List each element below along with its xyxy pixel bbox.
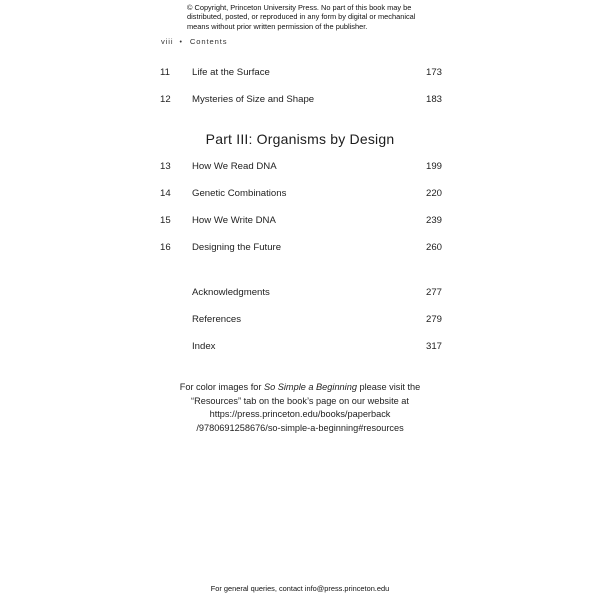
toc-entry-acknowledgments[interactable] bbox=[160, 285, 442, 301]
color-images-note bbox=[150, 381, 450, 435]
toc-entry-15[interactable] bbox=[160, 213, 442, 229]
back-matter-page: 277 bbox=[425, 287, 442, 298]
note-line-1 bbox=[150, 381, 450, 395]
note-line-2: “Resources” tab on the book’s page on our website at bbox=[191, 395, 409, 406]
toc-entry-12[interactable] bbox=[160, 92, 442, 108]
chapter-page: 239 bbox=[425, 215, 442, 226]
bullet-separator: • bbox=[179, 39, 183, 46]
chapter-page: 183 bbox=[425, 94, 442, 105]
toc-entry-11[interactable] bbox=[160, 65, 442, 81]
toc-entry-references[interactable] bbox=[160, 312, 442, 328]
note-url-line-1[interactable]: https://press.princeton.edu/books/paperback bbox=[209, 409, 391, 420]
chapter-number: 12 bbox=[160, 94, 171, 105]
chapter-number: 14 bbox=[160, 188, 171, 199]
part-heading: Part III: Organisms by Design bbox=[205, 131, 395, 147]
toc-entry-13[interactable] bbox=[160, 159, 442, 175]
back-matter-title: Index bbox=[192, 341, 216, 352]
chapter-title: Mysteries of Size and Shape bbox=[192, 94, 315, 105]
chapter-page: 260 bbox=[425, 242, 442, 253]
general-queries-footer: For general queries, contact info@press.princeton.edu bbox=[210, 584, 390, 593]
running-head-section: Contents bbox=[189, 37, 228, 46]
chapter-title: How We Write DNA bbox=[192, 215, 276, 226]
chapter-title: Designing the Future bbox=[192, 242, 282, 253]
chapter-page: 199 bbox=[425, 161, 442, 172]
back-matter-title: References bbox=[192, 314, 242, 325]
chapter-number: 13 bbox=[160, 161, 171, 172]
back-matter-page: 317 bbox=[425, 341, 442, 352]
chapter-page: 220 bbox=[425, 188, 442, 199]
chapter-title: Life at the Surface bbox=[192, 67, 270, 78]
back-matter-title: Acknowledgments bbox=[192, 287, 270, 298]
note-url-line-2[interactable]: /9780691258676/so-simple-a-beginning#resources bbox=[196, 422, 404, 433]
note-line-1-rest: please visit the bbox=[356, 382, 421, 392]
chapter-number: 15 bbox=[160, 215, 171, 226]
copyright-notice: © Copyright, Princeton University Press. No part of this book may be distributed, posted, or reproduced in any form by digital or mechanical means without prior written permission of the publisher. bbox=[187, 3, 416, 31]
chapter-number: 11 bbox=[160, 67, 170, 78]
running-head bbox=[161, 37, 227, 46]
back-matter-page: 279 bbox=[425, 314, 442, 325]
toc-entry-16[interactable] bbox=[160, 240, 442, 256]
toc-entry-index[interactable] bbox=[160, 339, 442, 355]
note-prefix: For color images for bbox=[179, 382, 264, 392]
chapter-number: 16 bbox=[160, 242, 171, 253]
note-book-title: So Simple a Beginning bbox=[263, 382, 357, 392]
chapter-page: 173 bbox=[425, 67, 442, 78]
chapter-title: How We Read DNA bbox=[192, 161, 277, 172]
toc-entry-14[interactable] bbox=[160, 186, 442, 202]
chapter-title: Genetic Combinations bbox=[192, 188, 287, 199]
page-numeral: viii bbox=[161, 37, 174, 46]
